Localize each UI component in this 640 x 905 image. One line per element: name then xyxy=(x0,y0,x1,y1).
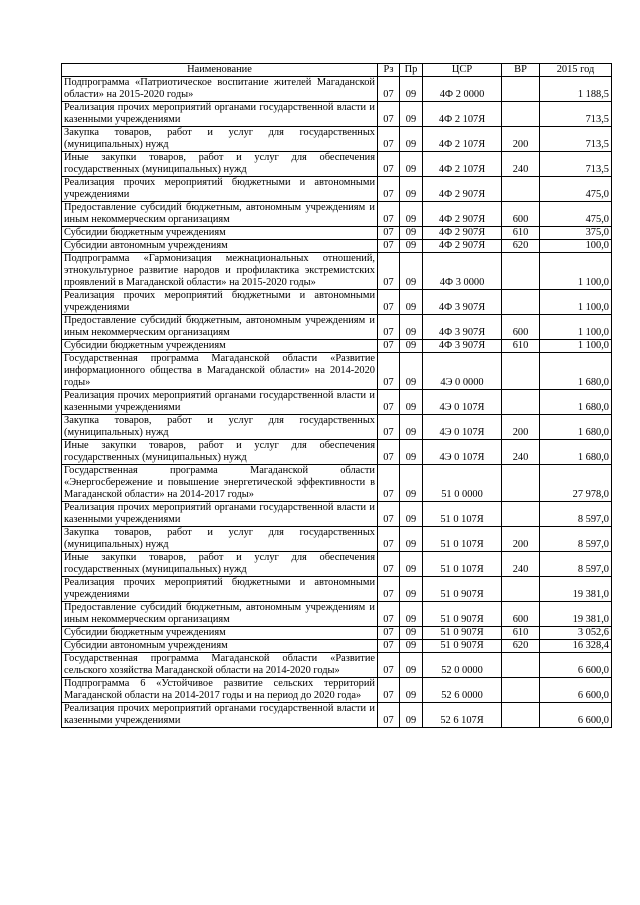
cell-pr: 09 xyxy=(400,527,423,552)
cell-csr: 4Ф 2 107Я xyxy=(423,152,502,177)
cell-sum: 27 978,0 xyxy=(540,465,612,502)
cell-name: Реализация прочих мероприятий бюджетными и автономными учреждениями xyxy=(62,290,378,315)
cell-rz: 07 xyxy=(378,653,400,678)
cell-vr xyxy=(502,390,540,415)
cell-rz: 07 xyxy=(378,527,400,552)
cell-vr: 600 xyxy=(502,202,540,227)
cell-vr xyxy=(502,177,540,202)
cell-rz: 07 xyxy=(378,77,400,102)
cell-rz: 07 xyxy=(378,602,400,627)
cell-sum: 100,0 xyxy=(540,240,612,253)
cell-vr xyxy=(502,577,540,602)
cell-name: Иные закупки товаров, работ и услуг для обеспечения государственных (муниципальных) нужд xyxy=(62,440,378,465)
cell-vr xyxy=(502,653,540,678)
cell-vr: 240 xyxy=(502,440,540,465)
budget-table xyxy=(61,63,612,728)
cell-pr: 09 xyxy=(400,602,423,627)
cell-pr: 09 xyxy=(400,653,423,678)
cell-csr: 52 0 0000 xyxy=(423,653,502,678)
cell-vr: 600 xyxy=(502,602,540,627)
cell-name: Реализация прочих мероприятий органами государственной власти и казенными учреждениями xyxy=(62,390,378,415)
cell-name: Реализация прочих мероприятий бюджетными и автономными учреждениями xyxy=(62,177,378,202)
cell-vr: 610 xyxy=(502,627,540,640)
cell-name: Предоставление субсидий бюджетным, автономным учреждениям и иным некоммерческим организациям xyxy=(62,202,378,227)
cell-name: Субсидии автономным учреждениям xyxy=(62,240,378,253)
cell-pr: 09 xyxy=(400,227,423,240)
cell-pr: 09 xyxy=(400,177,423,202)
cell-vr: 610 xyxy=(502,227,540,240)
cell-vr: 200 xyxy=(502,527,540,552)
table-row xyxy=(62,627,612,640)
cell-sum: 6 600,0 xyxy=(540,703,612,728)
cell-pr: 09 xyxy=(400,340,423,353)
table-row xyxy=(62,653,612,678)
cell-name: Субсидии бюджетным учреждениям xyxy=(62,227,378,240)
cell-csr: 4Ф 2 907Я xyxy=(423,177,502,202)
cell-csr: 4Э 0 0000 xyxy=(423,353,502,390)
cell-name: Подпрограмма «Гармонизация межнациональных отношений, этнокультурное развитие народов и профилактика экстремистских проявлений в Магаданской области» на 2015-2020 годы» xyxy=(62,253,378,290)
cell-csr: 4Э 0 107Я xyxy=(423,415,502,440)
cell-name: Предоставление субсидий бюджетным, автономным учреждениям и иным некоммерческим организациям xyxy=(62,602,378,627)
cell-csr: 4Ф 3 907Я xyxy=(423,315,502,340)
cell-rz: 07 xyxy=(378,552,400,577)
cell-pr: 09 xyxy=(400,290,423,315)
table-row xyxy=(62,552,612,577)
cell-vr: 620 xyxy=(502,640,540,653)
cell-name: Субсидии бюджетным учреждениям xyxy=(62,627,378,640)
table-row xyxy=(62,703,612,728)
cell-vr: 200 xyxy=(502,127,540,152)
cell-vr: 620 xyxy=(502,240,540,253)
table-row xyxy=(62,290,612,315)
cell-csr: 51 0 907Я xyxy=(423,577,502,602)
cell-csr: 4Ф 2 107Я xyxy=(423,127,502,152)
cell-csr: 4Ф 2 107Я xyxy=(423,102,502,127)
cell-rz: 07 xyxy=(378,577,400,602)
cell-csr: 4Ф 2 907Я xyxy=(423,240,502,253)
cell-rz: 07 xyxy=(378,202,400,227)
cell-vr xyxy=(502,502,540,527)
cell-csr: 4Ф 2 907Я xyxy=(423,202,502,227)
table-row xyxy=(62,152,612,177)
cell-pr: 09 xyxy=(400,77,423,102)
cell-name: Закупка товаров, работ и услуг для государственных (муниципальных) нужд xyxy=(62,415,378,440)
cell-csr: 52 6 107Я xyxy=(423,703,502,728)
cell-csr: 4Ф 2 0000 xyxy=(423,77,502,102)
cell-sum: 8 597,0 xyxy=(540,552,612,577)
cell-pr: 09 xyxy=(400,502,423,527)
table-row xyxy=(62,202,612,227)
cell-vr: 240 xyxy=(502,152,540,177)
cell-rz: 07 xyxy=(378,315,400,340)
cell-rz: 07 xyxy=(378,627,400,640)
cell-name: Иные закупки товаров, работ и услуг для обеспечения государственных (муниципальных) нужд xyxy=(62,152,378,177)
table-body xyxy=(62,77,612,728)
cell-pr: 09 xyxy=(400,440,423,465)
table-row xyxy=(62,602,612,627)
table-row xyxy=(62,527,612,552)
cell-name: Иные закупки товаров, работ и услуг для обеспечения государственных (муниципальных) нужд xyxy=(62,552,378,577)
cell-name: Государственная программа Магаданской области «Развитие сельского хозяйства Магаданской области на 2014-2020 годы» xyxy=(62,653,378,678)
cell-sum: 1 188,5 xyxy=(540,77,612,102)
table-row xyxy=(62,102,612,127)
cell-pr: 09 xyxy=(400,202,423,227)
cell-pr: 09 xyxy=(400,703,423,728)
cell-name: Государственная программа Магаданской области «Развитие информационного общества в Магаданской области» на 2014-2020 годы» xyxy=(62,353,378,390)
cell-name: Субсидии автономным учреждениям xyxy=(62,640,378,653)
cell-sum: 475,0 xyxy=(540,202,612,227)
cell-sum: 6 600,0 xyxy=(540,653,612,678)
cell-sum: 1 680,0 xyxy=(540,353,612,390)
cell-csr: 4Ф 3 907Я xyxy=(423,340,502,353)
cell-rz: 07 xyxy=(378,703,400,728)
table-row xyxy=(62,440,612,465)
cell-csr: 4Э 0 107Я xyxy=(423,440,502,465)
cell-vr xyxy=(502,253,540,290)
cell-csr: 51 0 107Я xyxy=(423,552,502,577)
cell-pr: 09 xyxy=(400,640,423,653)
cell-name: Подпрограмма 6 «Устойчивое развитие сельских территорий Магаданской области на 2014-2017 годы и на период до 2020 года» xyxy=(62,678,378,703)
table-row xyxy=(62,415,612,440)
cell-csr: 51 0 907Я xyxy=(423,627,502,640)
cell-pr: 09 xyxy=(400,415,423,440)
table-row xyxy=(62,227,612,240)
table-row xyxy=(62,253,612,290)
header-pr: Пр xyxy=(400,64,423,77)
header-vr: ВР xyxy=(502,64,540,77)
header-name: Наименование xyxy=(62,64,378,77)
header-csr: ЦСР xyxy=(423,64,502,77)
cell-vr: 610 xyxy=(502,340,540,353)
cell-rz: 07 xyxy=(378,390,400,415)
cell-pr: 09 xyxy=(400,102,423,127)
cell-sum: 1 100,0 xyxy=(540,315,612,340)
cell-name: Подпрограмма «Патриотическое воспитание жителей Магаданской области» на 2015-2020 годы» xyxy=(62,77,378,102)
cell-vr xyxy=(502,290,540,315)
cell-name: Закупка товаров, работ и услуг для государственных (муниципальных) нужд xyxy=(62,527,378,552)
cell-pr: 09 xyxy=(400,577,423,602)
cell-pr: 09 xyxy=(400,678,423,703)
cell-sum: 1 100,0 xyxy=(540,340,612,353)
cell-name: Реализация прочих мероприятий бюджетными и автономными учреждениями xyxy=(62,577,378,602)
cell-rz: 07 xyxy=(378,102,400,127)
cell-vr xyxy=(502,102,540,127)
cell-pr: 09 xyxy=(400,552,423,577)
table-row xyxy=(62,640,612,653)
cell-csr: 4Ф 2 907Я xyxy=(423,227,502,240)
cell-csr: 51 0 907Я xyxy=(423,640,502,653)
cell-pr: 09 xyxy=(400,390,423,415)
cell-name: Субсидии бюджетным учреждениям xyxy=(62,340,378,353)
cell-rz: 07 xyxy=(378,177,400,202)
cell-csr: 52 6 0000 xyxy=(423,678,502,703)
cell-pr: 09 xyxy=(400,152,423,177)
table-row xyxy=(62,465,612,502)
table-row xyxy=(62,127,612,152)
cell-sum: 713,5 xyxy=(540,127,612,152)
cell-vr: 600 xyxy=(502,315,540,340)
cell-vr xyxy=(502,77,540,102)
cell-sum: 1 680,0 xyxy=(540,415,612,440)
cell-sum: 475,0 xyxy=(540,177,612,202)
table-row xyxy=(62,353,612,390)
cell-sum: 6 600,0 xyxy=(540,678,612,703)
cell-sum: 8 597,0 xyxy=(540,527,612,552)
cell-csr: 51 0 0000 xyxy=(423,465,502,502)
cell-csr: 4Ф 3 907Я xyxy=(423,290,502,315)
cell-rz: 07 xyxy=(378,227,400,240)
cell-rz: 07 xyxy=(378,465,400,502)
table-row xyxy=(62,315,612,340)
cell-sum: 8 597,0 xyxy=(540,502,612,527)
cell-name: Реализация прочих мероприятий органами государственной власти и казенными учреждениями xyxy=(62,102,378,127)
cell-pr: 09 xyxy=(400,253,423,290)
cell-rz: 07 xyxy=(378,253,400,290)
table-row xyxy=(62,340,612,353)
cell-sum: 16 328,4 xyxy=(540,640,612,653)
cell-vr xyxy=(502,703,540,728)
cell-name: Государственная программа Магаданской области «Энергосбережение и повышение энергетической эффективности в Магаданской области» на 2014-2017 годы» xyxy=(62,465,378,502)
cell-sum: 3 052,6 xyxy=(540,627,612,640)
cell-pr: 09 xyxy=(400,127,423,152)
cell-vr xyxy=(502,678,540,703)
cell-vr: 240 xyxy=(502,552,540,577)
cell-rz: 07 xyxy=(378,678,400,703)
cell-rz: 07 xyxy=(378,440,400,465)
header-rz: Рз xyxy=(378,64,400,77)
header-sum: 2015 год xyxy=(540,64,612,77)
cell-csr: 51 0 907Я xyxy=(423,602,502,627)
cell-pr: 09 xyxy=(400,353,423,390)
cell-rz: 07 xyxy=(378,415,400,440)
table-row xyxy=(62,577,612,602)
cell-sum: 713,5 xyxy=(540,152,612,177)
cell-sum: 375,0 xyxy=(540,227,612,240)
cell-rz: 07 xyxy=(378,127,400,152)
table-row xyxy=(62,77,612,102)
cell-name: Реализация прочих мероприятий органами государственной власти и казенными учреждениями xyxy=(62,502,378,527)
cell-sum: 19 381,0 xyxy=(540,602,612,627)
cell-rz: 07 xyxy=(378,502,400,527)
table-row xyxy=(62,177,612,202)
cell-sum: 19 381,0 xyxy=(540,577,612,602)
table-row xyxy=(62,390,612,415)
cell-rz: 07 xyxy=(378,640,400,653)
table-row xyxy=(62,240,612,253)
cell-sum: 1 680,0 xyxy=(540,440,612,465)
cell-sum: 1 680,0 xyxy=(540,390,612,415)
cell-sum: 1 100,0 xyxy=(540,253,612,290)
cell-csr: 51 0 107Я xyxy=(423,527,502,552)
cell-rz: 07 xyxy=(378,240,400,253)
cell-name: Предоставление субсидий бюджетным, автономным учреждениям и иным некоммерческим организациям xyxy=(62,315,378,340)
cell-name: Реализация прочих мероприятий органами государственной власти и казенными учреждениями xyxy=(62,703,378,728)
cell-rz: 07 xyxy=(378,340,400,353)
table-row xyxy=(62,678,612,703)
cell-vr xyxy=(502,353,540,390)
cell-sum: 1 100,0 xyxy=(540,290,612,315)
cell-vr: 200 xyxy=(502,415,540,440)
table-row xyxy=(62,502,612,527)
cell-vr xyxy=(502,465,540,502)
cell-csr: 4Ф 3 0000 xyxy=(423,253,502,290)
cell-csr: 51 0 107Я xyxy=(423,502,502,527)
cell-name: Закупка товаров, работ и услуг для государственных (муниципальных) нужд xyxy=(62,127,378,152)
cell-csr: 4Э 0 107Я xyxy=(423,390,502,415)
cell-pr: 09 xyxy=(400,465,423,502)
cell-rz: 07 xyxy=(378,152,400,177)
cell-pr: 09 xyxy=(400,315,423,340)
cell-rz: 07 xyxy=(378,290,400,315)
cell-pr: 09 xyxy=(400,627,423,640)
cell-pr: 09 xyxy=(400,240,423,253)
table-header-row xyxy=(62,64,612,77)
cell-rz: 07 xyxy=(378,353,400,390)
cell-sum: 713,5 xyxy=(540,102,612,127)
